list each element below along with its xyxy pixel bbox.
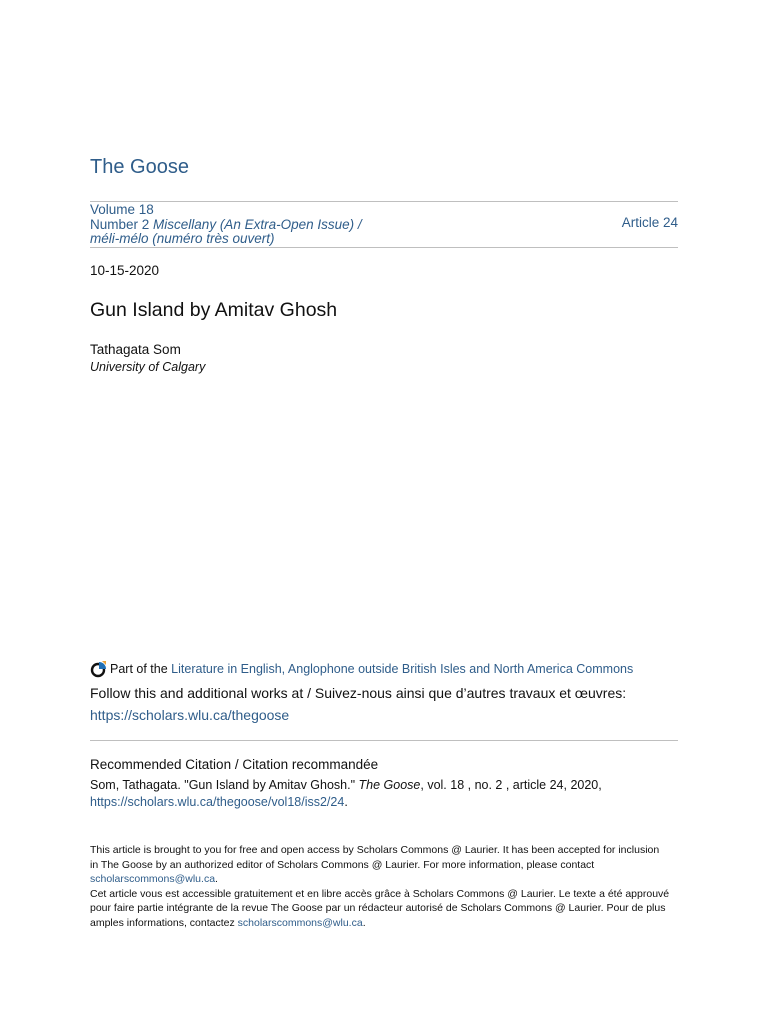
article-number: Article 24 xyxy=(621,215,678,230)
number-link[interactable]: Number 2 xyxy=(90,216,150,232)
access-notice-fr-end: . xyxy=(362,916,366,929)
article-title: Gun Island by Amitav Ghosh xyxy=(90,299,338,321)
follow-text: Follow this and additional works at / Suivez-nous ainsi que d’autres travaux et œuvres: xyxy=(90,685,627,701)
section-divider xyxy=(90,740,678,741)
citation-heading: Recommended Citation / Citation recommandée xyxy=(90,757,379,772)
issue-title-line2[interactable]: méli-mélo (numéro très ouvert) xyxy=(90,231,275,246)
access-notice-fr-text: Cet article vous est accessible gratuitement et en libre accès grâce à Scholars Commons @ Laurier. Le texte a été approuvé pour faire partie intégrante de la revue The Goose par un rédacteur autorisé de Scholars Commons @ Laurier. Pour de plus amples informations, contactez xyxy=(90,887,670,929)
citation-prefix: Som, Tathagata. "Gun Island by Amitav Ghosh." xyxy=(90,778,356,792)
access-notice-en-text: This article is brought to you for free and open access by Scholars Commons @ Laurier. It has been accepted for inclusion in The Goose by an authorized editor of Scholars Commons @ Laurier. For more information, please contact xyxy=(90,844,660,871)
issue-title-line1[interactable]: Miscellany (An Extra-Open Issue) / xyxy=(153,216,362,232)
author-name: Tathagata Som xyxy=(90,342,181,357)
digital-commons-icon xyxy=(90,660,108,678)
commons-discipline-link[interactable]: Literature in English, Anglophone outside British Isles and North America Commons xyxy=(171,662,634,676)
citation-end: . xyxy=(344,795,348,809)
contact-email-link-en[interactable]: scholarscommons@wlu.ca xyxy=(90,873,216,885)
access-notice-en xyxy=(90,843,670,887)
access-notice xyxy=(90,843,670,930)
follow-url-link[interactable]: https://scholars.wlu.ca/thegoose xyxy=(90,707,290,723)
issue-info xyxy=(90,203,362,247)
volume-link[interactable]: Volume 18 xyxy=(90,202,154,217)
part-of-prefix: Part of the xyxy=(110,662,168,676)
author-affiliation: University of Calgary xyxy=(90,360,206,374)
issue-info-box xyxy=(90,201,678,248)
citation-journal: The Goose xyxy=(358,778,421,792)
citation-text xyxy=(90,777,690,811)
access-notice-en-end: . xyxy=(215,873,218,885)
citation-url-link[interactable]: https://scholars.wlu.ca/thegoose/vol18/iss2/24 xyxy=(90,795,345,809)
journal-title-link[interactable]: The Goose xyxy=(90,156,189,178)
publication-date: 10-15-2020 xyxy=(90,263,160,278)
access-notice-fr xyxy=(90,887,670,931)
contact-email-link-fr[interactable]: scholarscommons@wlu.ca xyxy=(237,916,363,929)
citation-details: , vol. 18 , no. 2 , article 24, 2020, xyxy=(420,778,602,792)
part-of-line xyxy=(90,660,633,678)
